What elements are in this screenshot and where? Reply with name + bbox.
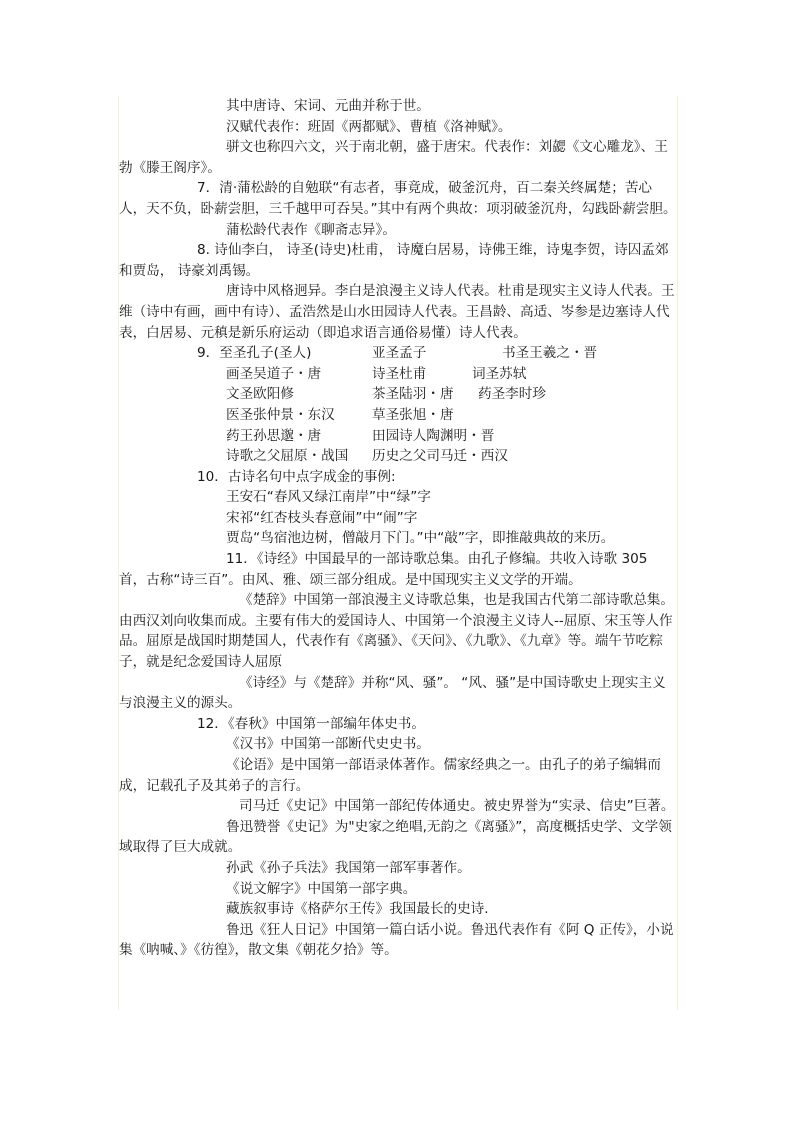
sages-row [119,364,677,385]
text-paragraph: 《楚辞》中国第一部浪漫主义诗歌总集，也是我国古代第二部诗歌总集。由西汉刘向收集而成。主要有伟大的爱国诗人、中国第一个浪漫主义诗人--屈原、宋玉等人作品。屈原是战国时期楚国人，代表作有《离骚》、《天问》、《九歌》、《九章》等。端午节吃粽子，就是纪念爱国诗人屈原 [119,592,674,671]
sage-cell: 9．至圣孔子(圣人) [197,345,312,362]
text-paragraph: 《诗经》与《楚辞》并称“风、骚”。 “风、骚”是中国诗歌史上现实主义与浪漫主义的源头。 [119,674,666,712]
text-line: 蒲松龄代表作《聊斋志异》。 [226,221,396,238]
text-line: 王安石“春风又绿江南岸”中“绿”字 [226,489,431,506]
text-line: 《汉书》中国第一部断代史史书。 [226,736,430,753]
text-paragraph: 鲁迅《狂人日记》中国第一篇白话小说。鲁迅代表作有《阿 Q 正传》，小说集《呐喊、》《彷徨》，散文集《朝花夕拾》等。 [119,921,674,959]
sages-row [119,343,677,364]
sage-cell: 书圣王羲之・晋 [502,345,598,362]
sage-cell: 文圣欧阳修 [226,386,294,403]
sage-cell: 药圣李时珍 [478,386,546,403]
sages-row [119,426,677,447]
sage-cell: 药王孙思邈・唐 [226,427,322,444]
text-paragraph: 司马迁《史记》中国第一部纪传体通史。被史界誉为“实录、信史”巨著。 [239,798,675,815]
text-line: 宋祁“红杏枝头春意闹”中“闹”字 [226,509,418,526]
text-line: 藏族叙事诗《格萨尔王传》我国最长的史诗. [226,901,489,918]
text-line: 《说文解字》中国第一部字典。 [226,880,417,897]
text-paragraph: 8. 诗仙李白， 诗圣(诗史)杜甫， 诗魔白居易，诗佛王维，诗鬼李贺，诗囚孟郊和贾岛， 诗豪刘禹锡。 [119,242,669,279]
sage-cell: 茶圣陆羽・唐 [372,386,454,403]
text-line: 10．古诗名句中点字成金的事例: [197,468,396,485]
text-line: 孙武《孙子兵法》我国第一部军事著作。 [226,859,471,876]
text-paragraph: 骈文也称四六文，兴于南北朝，盛于唐宋。代表作：刘勰《文心雕龙》、王勃《滕王阁序》。 [119,139,668,176]
sages-row [119,446,677,467]
sages-row [119,384,677,405]
sages-row [119,405,677,426]
text-line: 其中唐诗、宋词、元曲并称于世。 [226,98,430,114]
sage-cell: 词圣苏轼 [472,365,527,382]
text-line: 贾岛“鸟宿池边树，僧敲月下门。”中“敲”字，即推敲典故的来历。 [226,530,615,547]
text-paragraph: 唐诗中风格迥异。李白是浪漫主义诗人代表。杜甫是现实主义诗人代表。王维（诗中有画，画中有诗）、孟浩然是山水田园诗人代表。王昌龄、高适、岑参是边塞诗人代表，白居易、元稹是新乐府运动（即追求语言通俗易懂）诗人代表。 [119,283,675,341]
sage-cell: 诗圣杜甫 [372,365,427,382]
text-line: 12．《春秋》中国第一部编年体史书。 [197,715,425,732]
sage-cell: 诗歌之父屈原・战国 [226,448,349,465]
text-paragraph: 《论语》是中国第一部语录体著作。儒家经典之一。由孔子的弟子编辑而成，记载孔子及其弟子的言行。 [119,757,661,794]
sage-cell: 田园诗人陶渊明・晋 [372,427,495,444]
text-paragraph: 11．《诗经》中国最早的一部诗歌总集。由孔子修编。共收入诗歌 305 首，古称“诗三百”。由风、雅、颂三部分组成。是中国现实主义文学的开端。 [119,551,648,588]
sage-cell: 医圣张仲景・东汉 [226,406,335,423]
sage-cell: 亚圣孟子 [372,345,427,362]
text-paragraph: 7．清·蒲松龄的自勉联“有志者，事竟成，破釜沉舟，百二秦关终属楚；苦心人，天不负，卧薪尝胆，三千越甲可吞吴。”其中有两个典故：项羽破釜沉舟，勾践卧薪尝胆。 [119,180,677,217]
sage-cell: 草圣张旭・唐 [372,406,454,423]
text-paragraph: 鲁迅赞誉《史记》为"史家之绝唱,无韵之《离骚》”，高度概括史学、文学领域取得了巨大成就。 [119,818,672,856]
sage-cell: 画圣吴道子・唐 [226,365,322,382]
sage-cell: 历史之父司马迁・西汉 [372,448,508,465]
text-line: 汉赋代表作：班固《两都赋》、曹植《洛神赋》。 [226,118,512,135]
document-page [118,96,678,1010]
